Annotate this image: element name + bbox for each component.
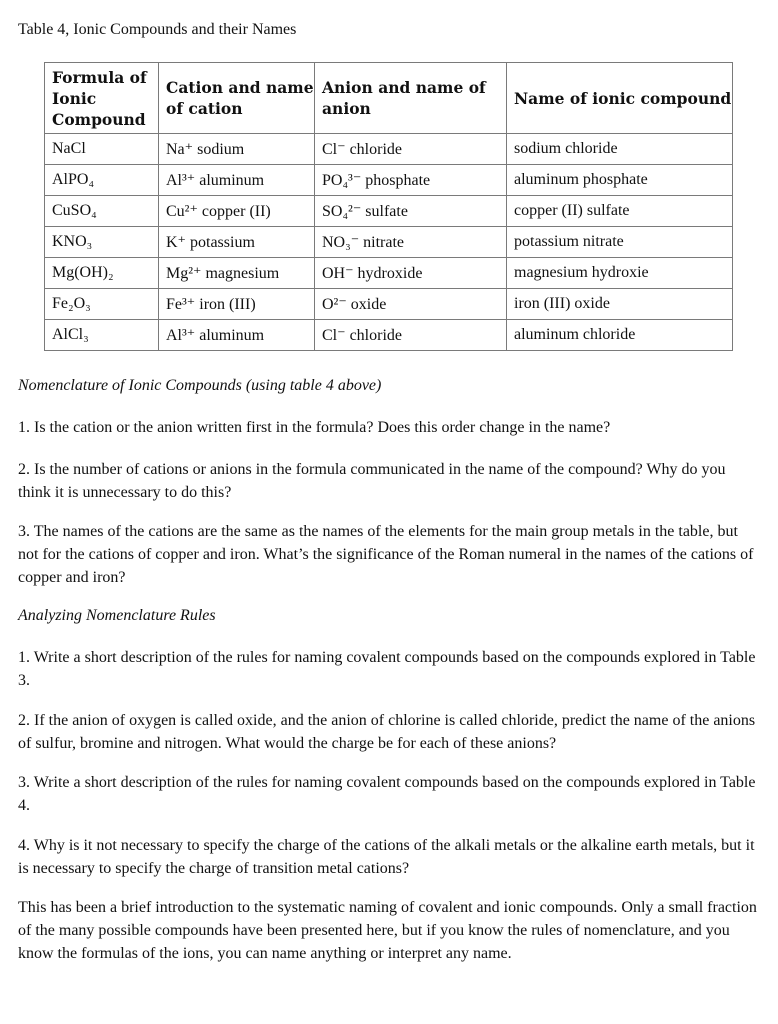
analysis-question-4: 4. Why is it not necessary to specify the charge of the cations of the alkali metals or the alkaline earth metals, but it is necessary to specify the charge of transition metal cations?	[18, 837, 755, 877]
table-row	[45, 134, 733, 165]
cell-formula: NaCl	[45, 134, 159, 165]
table-row	[45, 320, 733, 351]
table-row	[45, 258, 733, 289]
analysis-question-1: 1. Write a short description of the rules for naming covalent compounds based on the compounds explored in Table 3.	[18, 649, 756, 689]
cell-cation: Al³⁺ aluminum	[159, 165, 315, 196]
cell-formula: AlCl₃	[45, 320, 159, 351]
table-row	[45, 289, 733, 320]
cell-formula: CuSO₄	[45, 196, 159, 227]
cell-compound-name: magnesium hydroxie	[507, 258, 733, 289]
cell-anion: NO₃⁻ nitrate	[315, 227, 507, 258]
cell-compound-name: potassium nitrate	[507, 227, 733, 258]
cell-anion: OH⁻ hydroxide	[315, 258, 507, 289]
section-heading-ionic-nomenclature: Nomenclature of Ionic Compounds (using table 4 above)	[18, 377, 382, 394]
cell-compound-name: aluminum phosphate	[507, 165, 733, 196]
question-3: 3. The names of the cations are the same as the names of the elements for the main group metals in the table, but not for the cations of copper and iron. What’s the significance of the Roman numeral in the names of the cations of copper and iron?	[18, 523, 754, 586]
header-cation: Cation and name of cation	[159, 63, 315, 134]
cell-compound-name: iron (III) oxide	[507, 289, 733, 320]
cell-formula: Mg(OH)₂	[45, 258, 159, 289]
table-row	[45, 165, 733, 196]
cell-cation: Cu²⁺ copper (II)	[159, 196, 315, 227]
header-formula: Formula of Ionic Compound	[45, 63, 159, 134]
table-header-row	[45, 63, 733, 134]
ionic-compounds-table	[44, 62, 733, 351]
cell-compound-name: copper (II) sulfate	[507, 196, 733, 227]
cell-compound-name: sodium chloride	[507, 134, 733, 165]
cell-formula: AlPO₄	[45, 165, 159, 196]
cell-cation: Fe³⁺ iron (III)	[159, 289, 315, 320]
table-caption: Table 4, Ionic Compounds and their Names	[18, 21, 297, 38]
closing-paragraph: This has been a brief introduction to the systematic naming of covalent and ionic compounds. Only a small fraction of the many possible compounds have been presented here, but if you know the rules of nomenclature, and you know the formulas of the ions, you can name anything or interpret any name.	[18, 899, 757, 962]
header-anion: Anion and name of anion	[315, 63, 507, 134]
table-row	[45, 227, 733, 258]
cell-compound-name: aluminum chloride	[507, 320, 733, 351]
cell-cation: Mg²⁺ magnesium	[159, 258, 315, 289]
question-1: 1. Is the cation or the anion written first in the formula? Does this order change in the name?	[18, 419, 611, 436]
cell-anion: PO₄³⁻ phosphate	[315, 165, 507, 196]
section-heading-analyzing-rules: Analyzing Nomenclature Rules	[18, 607, 216, 624]
cell-formula: Fe₂O₃	[45, 289, 159, 320]
cell-anion: Cl⁻ chloride	[315, 134, 507, 165]
cell-anion: O²⁻ oxide	[315, 289, 507, 320]
cell-cation: Na⁺ sodium	[159, 134, 315, 165]
analysis-question-3: 3. Write a short description of the rules for naming covalent compounds based on the compounds explored in Table 4.	[18, 774, 756, 814]
cell-cation: Al³⁺ aluminum	[159, 320, 315, 351]
analysis-question-2: 2. If the anion of oxygen is called oxide, and the anion of chlorine is called chloride, predict the name of the anions of sulfur, bromine and nitrogen. What would the charge be for each of these anions?	[18, 712, 756, 752]
cell-anion: SO₄²⁻ sulfate	[315, 196, 507, 227]
cell-anion: Cl⁻ chloride	[315, 320, 507, 351]
cell-formula: KNO₃	[45, 227, 159, 258]
question-2: 2. Is the number of cations or anions in the formula communicated in the name of the compound? Why do you think it is unnecessary to do this?	[18, 461, 726, 501]
cell-cation: K⁺ potassium	[159, 227, 315, 258]
header-compound-name: Name of ionic compound	[507, 63, 733, 134]
table-row	[45, 196, 733, 227]
